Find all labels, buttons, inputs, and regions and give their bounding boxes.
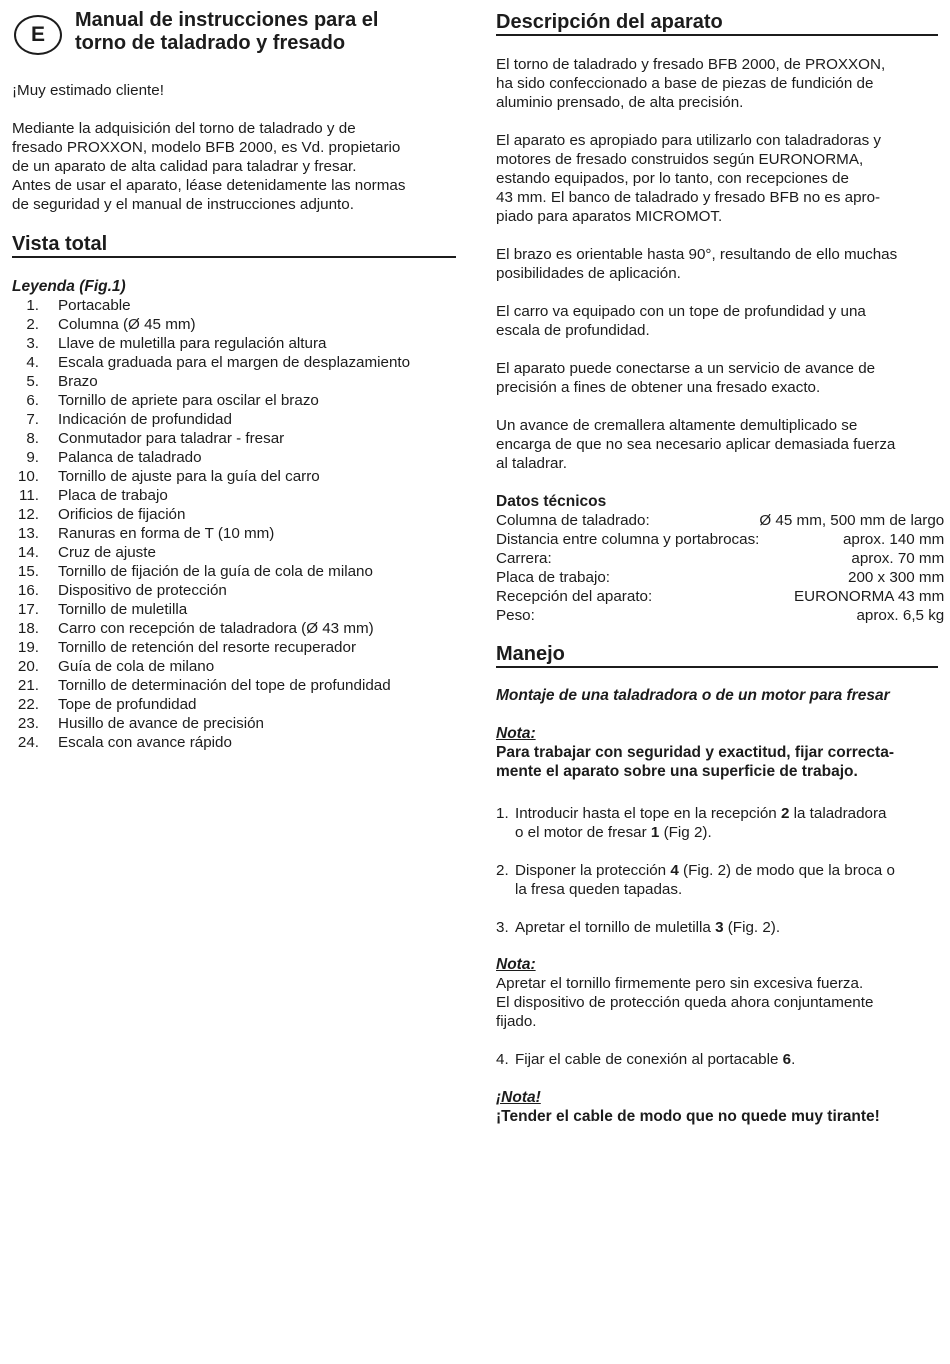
title-line-2: torno de taladrado y fresado <box>75 32 346 54</box>
vista-total-section <box>12 232 456 752</box>
note-label: ¡Nota! <box>496 1089 541 1106</box>
descripcion-heading: Descripción del aparato <box>496 10 938 36</box>
list-item: 2. Columna (Ø 45 mm) <box>26 316 196 333</box>
list-item: 19. Tornillo de retención del resorte recuperador <box>17 639 357 656</box>
intro-line: Mediante la adquisición del torno de taladrado y de <box>12 120 356 137</box>
note-text: ¡Tender el cable de modo que no quede muy tirante! <box>496 1108 880 1125</box>
paragraph-line: encarga de que no sea necesario aplicar demasiada fuerza <box>496 436 896 453</box>
spacer <box>496 899 938 918</box>
list-item: 4. Escala graduada para el margen de desplazamiento <box>26 354 411 371</box>
manejo-subheading: Montaje de una taladradora o de un motor para fresar <box>496 687 890 704</box>
paragraph-line: al taladrar. <box>496 455 567 472</box>
paragraph-line: motores de fresado construidos según EURONORMA, <box>496 151 864 168</box>
note-text: mente el aparato sobre una superficie de trabajo. <box>496 763 858 780</box>
list-item: 12. Orificios de fijación <box>17 506 186 523</box>
paragraph-line: piado para aparatos MICROMOT. <box>496 208 723 225</box>
list-item: 3. Llave de muletilla para regulación altura <box>26 335 327 352</box>
paragraph-line: ha sido confeccionado a base de piezas de fundición de <box>496 75 874 92</box>
steps-list <box>496 1050 938 1069</box>
intro-line: fresado PROXXON, modelo BFB 2000, es Vd. propietario <box>12 139 401 156</box>
list-item: 1. Introducir hasta el tope en la recepción 2 la taladradora o el motor de fresar 1 (Fig 2). <box>496 805 887 841</box>
intro-line: de seguridad y el manual de instrucciones adjunto. <box>12 196 354 213</box>
paragraph-line: precisión a fines de obtener una fresado exacto. <box>496 379 821 396</box>
note-text: Apretar el tornillo firmemente pero sin excesiva fuerza. <box>496 975 864 992</box>
list-item: 8. Conmutador para taladrar - fresar <box>26 430 285 447</box>
list-item: 20. Guía de cola de milano <box>17 658 215 675</box>
paragraph-line: El aparato puede conectarse a un servicio de avance de <box>496 360 876 377</box>
list-item: 23. Husillo de avance de precisión <box>17 715 264 732</box>
datos-tecnicos-section <box>496 492 945 625</box>
intro-section <box>12 81 456 214</box>
list-item: 22. Tope de profundidad <box>17 696 197 713</box>
greeting: ¡Muy estimado cliente! <box>12 82 164 99</box>
specs-table <box>496 511 944 625</box>
vista-total-heading: Vista total <box>12 232 456 258</box>
steps-list <box>496 804 938 937</box>
list-item: 21. Tornillo de determinación del tope de profundidad <box>17 677 391 694</box>
intro-line: de un aparato de alta calidad para taladrar y fresar. <box>12 158 357 175</box>
manejo-section <box>496 642 938 1126</box>
note-label: Nota: <box>496 956 536 973</box>
descripcion-section <box>496 10 938 473</box>
list-item: 2. Disponer la protección 4 (Fig. 2) de modo que la broca o la fresa queden tapadas. <box>496 862 895 898</box>
table-row: Columna de taladrado: Ø 45 mm, 500 mm de largo <box>496 512 945 529</box>
table-row: Recepción del aparato: EURONORMA 43 mm <box>496 588 945 605</box>
list-item: 5. Brazo <box>26 373 98 390</box>
list-item: 9. Palanca de taladrado <box>26 449 202 466</box>
paragraph-line: estando equipados, por lo tanto, con recepciones de <box>496 170 849 187</box>
note-text: Para trabajar con seguridad y exactitud, fijar correcta- <box>496 744 894 761</box>
spacer <box>496 842 938 861</box>
list-item: 11. Placa de trabajo <box>19 487 168 504</box>
table-row: Carrera: aprox. 70 mm <box>496 550 945 567</box>
intro-line: Antes de usar el aparato, léase detenidamente las normas <box>12 177 406 194</box>
paragraph-line: posibilidades de aplicación. <box>496 265 681 282</box>
paragraph-line: El aparato es apropiado para utilizarlo con taladradoras y <box>496 132 881 149</box>
title-line-1: Manual de instrucciones para el <box>75 9 379 31</box>
manejo-heading: Manejo <box>496 642 938 668</box>
note-text: fijado. <box>496 1013 537 1030</box>
language-badge: E <box>14 15 62 55</box>
note-label: Nota: <box>496 725 536 742</box>
list-item: 3. Apretar el tornillo de muletilla 3 (Fig. 2). <box>496 919 781 936</box>
list-item: 18. Carro con recepción de taladradora (Ø 43 mm) <box>17 620 374 637</box>
document-header <box>12 8 456 64</box>
paragraph-line: Un avance de cremallera altamente demultiplicado se <box>496 417 858 434</box>
legend-list <box>12 296 456 752</box>
paragraph-line: aluminio prensado, de alta precisión. <box>496 94 744 111</box>
list-item: 1. Portacable <box>26 297 131 314</box>
legend-title: Leyenda (Fig.1) <box>12 278 126 295</box>
list-item: 24. Escala con avance rápido <box>17 734 232 751</box>
list-item: 13. Ranuras en forma de T (10 mm) <box>17 525 275 542</box>
list-item: 16. Dispositivo de protección <box>17 582 227 599</box>
paragraph-line: El brazo es orientable hasta 90°, resultando de ello muchas <box>496 246 898 263</box>
paragraph-line: escala de profundidad. <box>496 322 650 339</box>
table-row: Peso: aprox. 6,5 kg <box>496 607 945 624</box>
list-item: 7. Indicación de profundidad <box>26 411 232 428</box>
paragraph-line: El torno de taladrado y fresado BFB 2000, de PROXXON, <box>496 56 886 73</box>
table-row: Placa de trabajo: 200 x 300 mm <box>496 569 945 586</box>
table-row: Distancia entre columna y portabrocas: aprox. 140 mm <box>496 531 945 548</box>
list-item: 10. Tornillo de ajuste para la guía del carro <box>17 468 320 485</box>
document-title <box>75 9 455 55</box>
list-item: 15. Tornillo de fijación de la guía de cola de milano <box>17 563 373 580</box>
list-item: 14. Cruz de ajuste <box>17 544 156 561</box>
paragraph-line: El carro va equipado con un tope de profundidad y una <box>496 303 866 320</box>
datos-tecnicos-heading: Datos técnicos <box>496 493 607 510</box>
list-item: 6. Tornillo de apriete para oscilar el brazo <box>26 392 319 409</box>
list-item: 4. Fijar el cable de conexión al portacable 6. <box>496 1051 796 1068</box>
paragraph-line: 43 mm. El banco de taladrado y fresado BFB no es apro- <box>496 189 881 206</box>
list-item: 17. Tornillo de muletilla <box>17 601 188 618</box>
note-text: El dispositivo de protección queda ahora conjuntamente <box>496 994 874 1011</box>
